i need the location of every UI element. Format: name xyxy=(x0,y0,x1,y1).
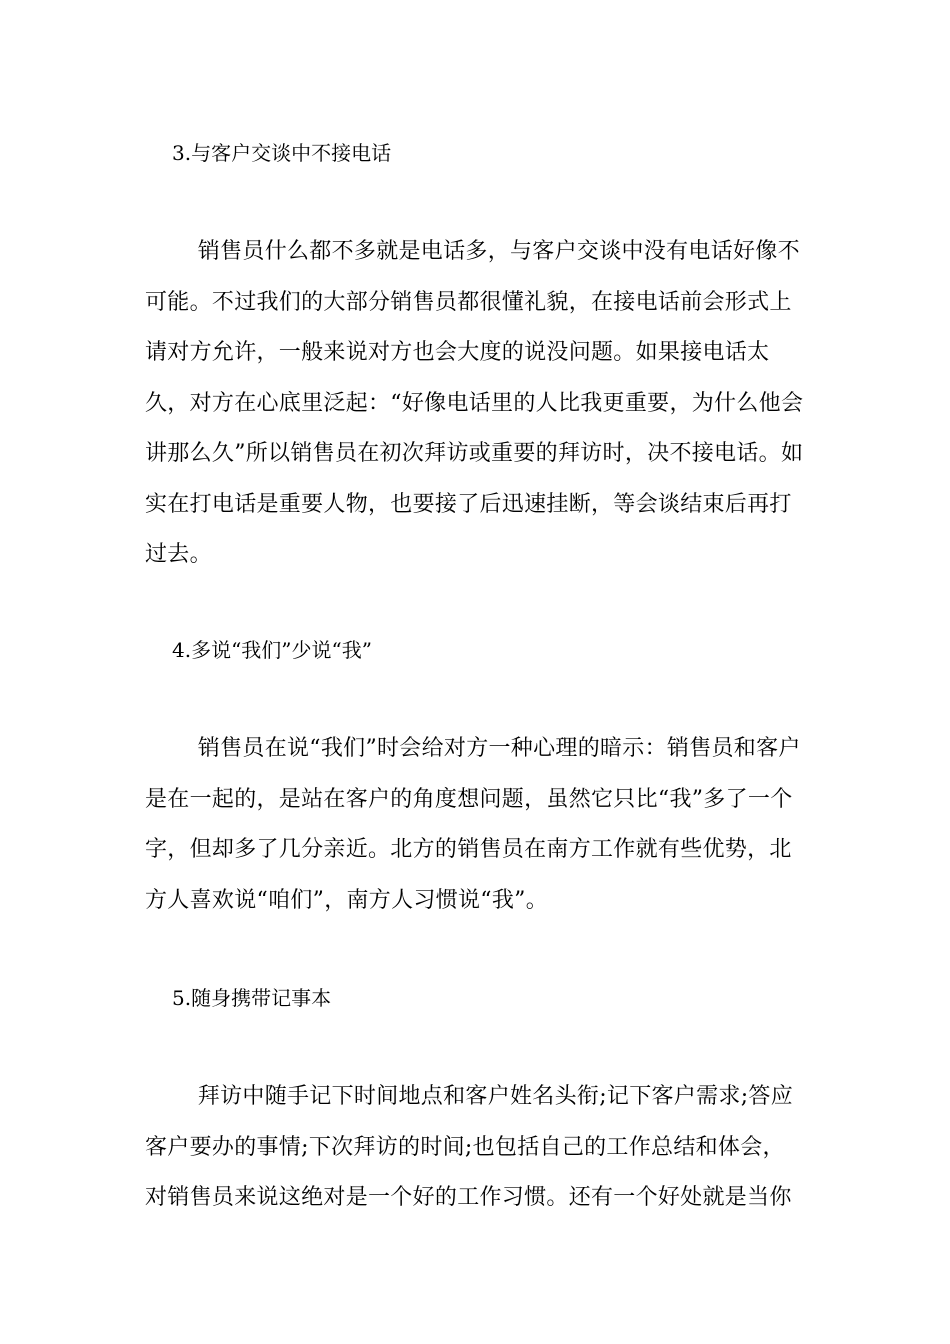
section-paragraph-4 xyxy=(145,724,805,926)
section-heading-4: 4.多说“我们”少说“我” xyxy=(172,638,372,662)
paragraph-text: 销售员在说“我们”时会给对方一种心理的暗示：销售员和客户是在一起的，是站在客户的角度想问题，虽然它只比“我”多了一个字，但却多了几分亲近。北方的销售员在南方工作就有些优势，北方人喜欢说“咱们”，南方人习惯说“我”。 xyxy=(145,736,801,913)
section-paragraph-5 xyxy=(145,1072,805,1224)
paragraph-text: 销售员什么都不多就是电话多，与客户交谈中没有电话好像不可能。不过我们的大部分销售员都很懂礼貌，在接电话前会形式上请对方允许，一般来说对方也会大度的说没问题。如果接电话太久，对方在心底里泛起：“好像电话里的人比我更重要，为什么他会讲那么久”所以销售员在初次拜访或重要的拜访时，决不接电话。如实在打电话是重要人物，也要接了后迅速挂断，等会谈结束后再打过去。 xyxy=(145,239,804,567)
paragraph-text: 拜访中随手记下时间地点和客户姓名头衔;记下客户需求;答应客户要办的事情;下次拜访的时间;也包括自己的工作总结和体会，对销售员来说这绝对是一个好的工作习惯。还有一个好处就是当你 xyxy=(145,1084,794,1210)
section-heading-3: 3.与客户交谈中不接电话 xyxy=(172,141,392,165)
section-paragraph-3 xyxy=(145,227,805,581)
section-heading-5: 5.随身携带记事本 xyxy=(172,986,332,1010)
